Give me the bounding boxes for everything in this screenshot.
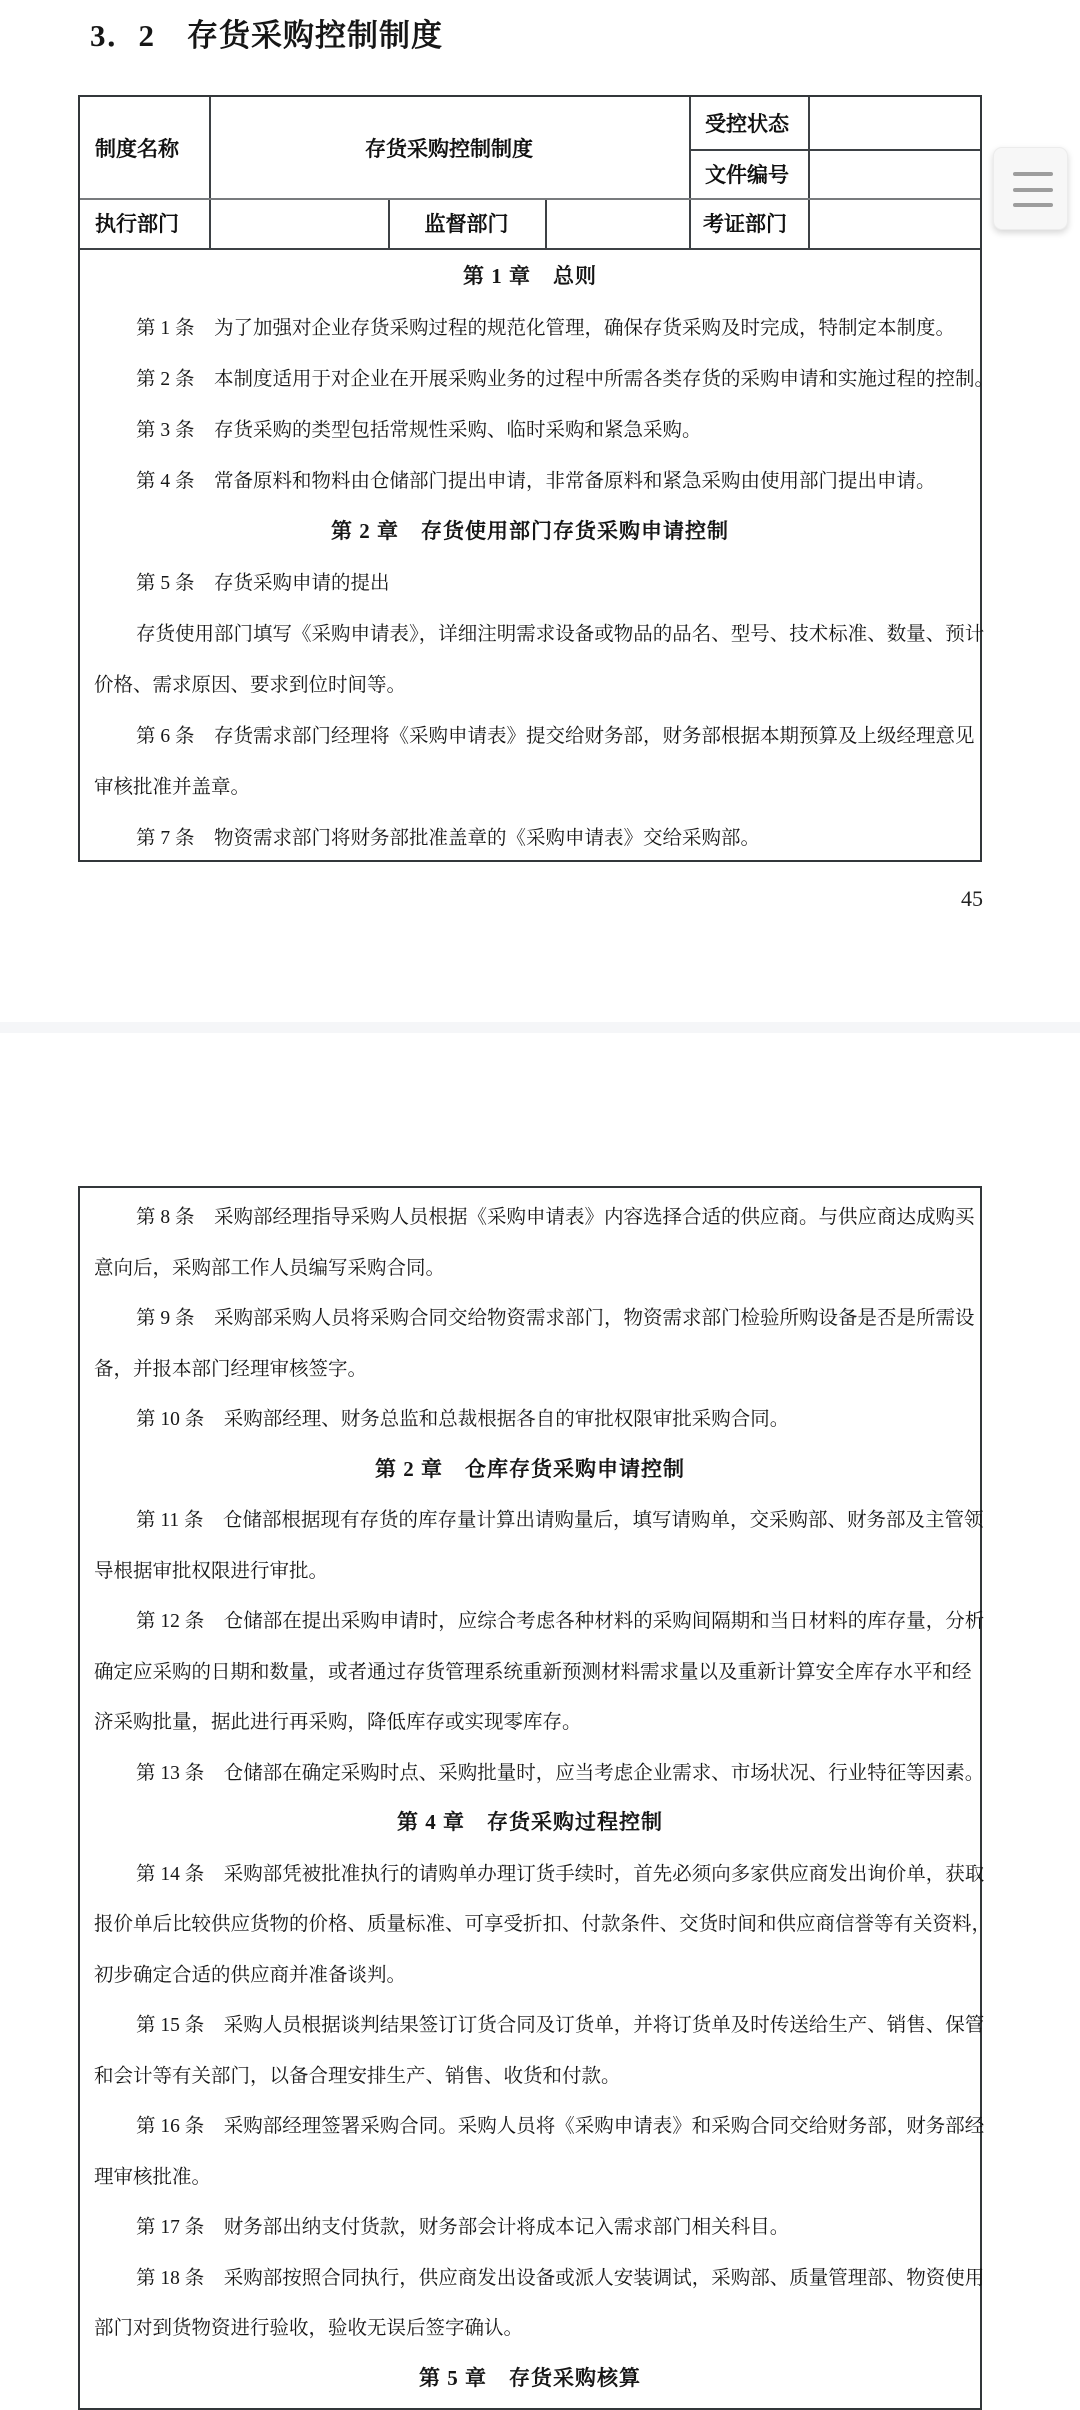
- text-line: 第 5 条 存货采购申请的提出: [136, 572, 390, 594]
- chapter-heading: 第 4 章 存货采购过程控制: [397, 1810, 663, 1835]
- cell-exec-dept-value: [209, 198, 388, 248]
- chapter-heading: 第 5 章 存货采购核算: [419, 2365, 641, 2390]
- page-separator: [0, 1022, 1080, 1033]
- text-line: 第 4 条 常备原料和物料由仓储部门提出申请，非常备原料和紧急采购由使用部门提出申请。: [136, 470, 936, 492]
- text-line: 第 6 条 存货需求部门经理将《采购申请表》提交给财务部，财务部根据本期预算及上级经理意见: [136, 725, 975, 747]
- text-line: 第 15 条 采购人员根据谈判结果签订订货合同及订货单，并将订货单及时传送给生产、销售、保管: [136, 2015, 985, 2037]
- cell-controlled-state-value: [808, 97, 980, 149]
- page2-body: [80, 1190, 992, 2402]
- cell-controlled-state-label: 受控状态: [705, 112, 789, 136]
- chapter-heading: 第 2 章 存货使用部门存货采购申请控制: [331, 518, 729, 543]
- cell-system-name-value: 存货采购控制制度: [365, 136, 533, 161]
- cell-supervise-dept-label: 监督部门: [424, 212, 509, 236]
- text-line: 第 11 条 仓储部根据现有存货的库存量计算出请购量后，填写请购单，交采购部、财务部及主管领: [136, 1510, 984, 1532]
- text-line: 第 18 条 采购部按照合同执行，供应商发出设备或派人安装调试，采购部、质量管理部、物资使用: [136, 2267, 985, 2289]
- cell-system-name-label: 制度名称: [95, 136, 179, 161]
- text-line: 第 7 条 物资需求部门将财务部批准盖章的《采购申请表》交给采购部。: [136, 827, 761, 849]
- text-line: 第 9 条 采购部采购人员将采购合同交给物资需求部门，物资需求部门检验所购设备是否是所需设: [136, 1308, 975, 1330]
- page-2: [78, 1186, 992, 2410]
- chapter-heading: 第 1 章 总则: [463, 263, 597, 288]
- text-line: 第 13 条 仓储部在确定采购时点、采购批量时，应当考虑企业需求、市场状况、行业特征等因素。: [136, 1762, 985, 1784]
- cell-doc-number-label: 文件编号: [705, 162, 789, 187]
- menu-button[interactable]: [993, 147, 1068, 230]
- page-1: [78, 95, 995, 862]
- cell-verify-dept-value: [808, 198, 980, 248]
- text-line: 第 12 条 仓储部在提出采购申请时，应综合考虑各种材料的采购间隔期和当日材料的库存量，分析: [136, 1611, 985, 1633]
- text-line: 确定应采购的日期和数量，或者通过存货管理系统重新预测材料需求量以及重新计算安全库存水平和经: [94, 1661, 972, 1683]
- text-line: 报价单后比较供应货物的价格、质量标准、可享受折扣、付款条件、交货时间和供应商信誉等有关资料，: [94, 1914, 992, 1936]
- text-line: 第 16 条 采购部经理签署采购合同。采购人员将《采购申请表》和采购合同交给财务部，财务部经: [136, 2116, 985, 2138]
- text-line: 第 2 条 本制度适用于对企业在开展采购业务的过程中所需各类存货的采购申请和实施过程的控制。: [136, 368, 995, 390]
- text-line: 初步确定合适的供应商并准备谈判。: [94, 1964, 407, 1986]
- text-line: 和会计等有关部门，以备合理安排生产、销售、收货和付款。: [94, 2065, 621, 2087]
- text-line: 导根据审批权限进行审批。: [94, 1560, 329, 1582]
- text-line: 第 17 条 财务部出纳支付货款，财务部会计将成本记入需求部门相关科目。: [136, 2217, 790, 2239]
- cell-exec-dept-label: 执行部门: [95, 212, 179, 236]
- cell-verify-dept-label: 考证部门: [703, 212, 787, 236]
- page1-body: [80, 249, 995, 861]
- document-title: 3．2 存货采购控制制度: [90, 18, 443, 53]
- cell-supervise-dept-value: [545, 198, 689, 248]
- cell-doc-number-value: [808, 149, 980, 198]
- text-line: 审核批准并盖章。: [94, 776, 251, 798]
- text-line: 部门对到货物资进行验收，验收无误后签字确认。: [94, 2318, 524, 2340]
- text-line: 济采购批量，据此进行再采购，降低库存或实现零库存。: [94, 1712, 582, 1734]
- text-line: 价格、需求原因、要求到位时间等。: [94, 674, 407, 696]
- text-line: 第 10 条 采购部经理、财务总监和总裁根据各自的审批权限审批采购合同。: [136, 1409, 790, 1431]
- text-line: 第 3 条 存货采购的类型包括常规性采购、临时采购和紧急采购。: [136, 419, 702, 441]
- text-line: 意向后，采购部工作人员编写采购合同。: [94, 1257, 446, 1279]
- text-line: 第 8 条 采购部经理指导采购人员根据《采购申请表》内容选择合适的供应商。与供应商达成购买: [136, 1207, 975, 1229]
- text-line: 存货使用部门填写《采购申请表》，详细注明需求设备或物品的品名、型号、技术标准、数量、预计: [136, 623, 985, 645]
- text-line: 第 14 条 采购部凭被批准执行的请购单办理订货手续时，首先必须向多家供应商发出询价单，获取: [136, 1863, 985, 1885]
- chapter-heading: 第 2 章 仓库存货采购申请控制: [375, 1456, 685, 1481]
- page-number: 45: [961, 886, 983, 911]
- text-line: 第 1 条 为了加强对企业存货采购过程的规范化管理，确保存货采购及时完成，特制定本制度。: [136, 317, 956, 339]
- text-line: 理审核批准。: [94, 2166, 212, 2188]
- text-line: 备，并报本部门经理审核签字。: [94, 1358, 368, 1380]
